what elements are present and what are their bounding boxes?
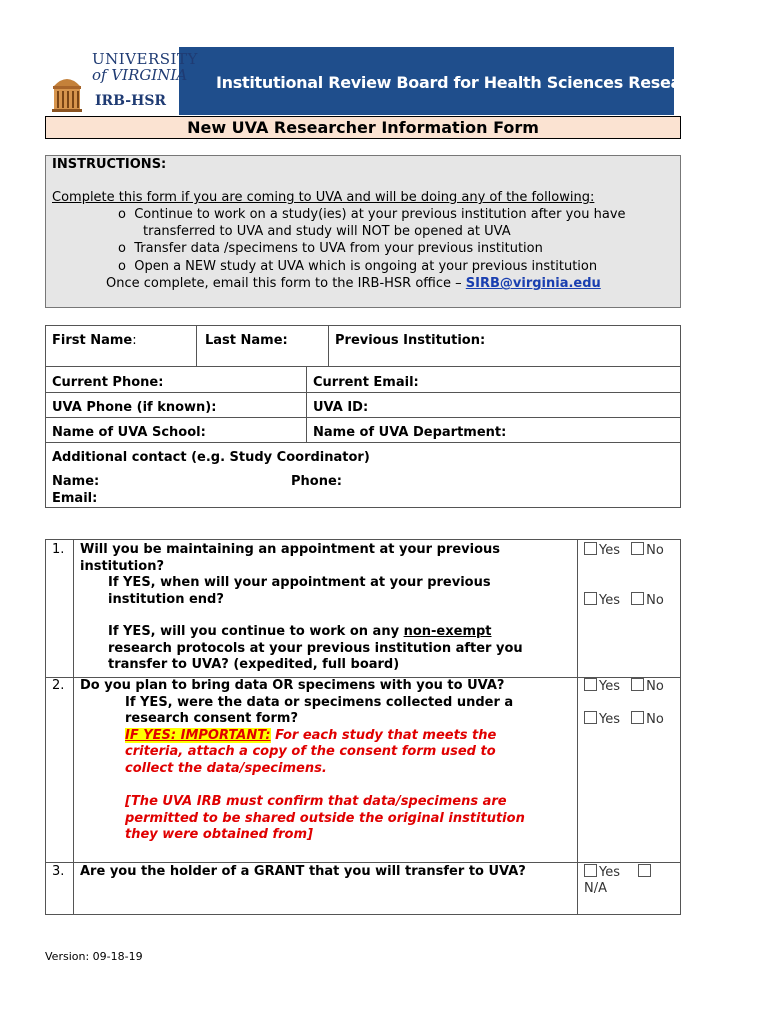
q3-yes-label: Yes [599, 865, 620, 880]
bullet-marker: o [118, 259, 126, 274]
q1-sub1-yes-checkbox[interactable] [584, 592, 597, 605]
q1-no-label: No [646, 543, 664, 558]
contact-grid-column-divider [328, 325, 329, 366]
question-1-sub-1: If YES, when will your appointment at your previous [108, 575, 491, 590]
non-exempt-underlined: non-exempt [403, 624, 492, 639]
current-phone-label[interactable]: Current Phone: [52, 375, 164, 390]
q3-na-checkbox[interactable] [638, 864, 651, 877]
version-label: Version: 09-18-19 [45, 950, 143, 963]
q1-sub1-no-checkbox[interactable] [631, 592, 644, 605]
instruction-bullet-1-continued: transferred to UVA and study will NOT be opened at UVA [143, 224, 511, 239]
additional-contact-email-label[interactable]: Email: [52, 491, 98, 506]
question-1-sub-2-text: If YES, will you continue to work on any [108, 624, 404, 639]
question-3-answer [584, 864, 653, 881]
contact-grid-divider [45, 417, 681, 418]
q1-no-checkbox[interactable] [631, 542, 644, 555]
q1-sub1-yes-label: Yes [599, 593, 620, 608]
bullet-text: Transfer data /specimens to UVA from your previous institution [134, 241, 543, 256]
important-note-continued: criteria, attach a copy of the consent form used to [125, 744, 496, 759]
virginia-wordmark: of VIRGINIA [92, 66, 188, 84]
additional-contact-name-label[interactable]: Name: [52, 474, 100, 489]
form-title: New UVA Researcher Information Form [45, 116, 681, 139]
questions-number-column-divider [73, 539, 74, 915]
contact-grid-divider [45, 366, 681, 367]
question-1-line: Will you be maintaining an appointment at your previous [80, 542, 500, 557]
q2-sub1-no-checkbox[interactable] [631, 711, 644, 724]
question-1-sub-1-answer [584, 592, 664, 609]
q2-no-label: No [646, 679, 664, 694]
contact-grid-column-divider [306, 366, 307, 442]
question-3-number: 3. [52, 864, 65, 879]
question-2-line: Do you plan to bring data OR specimens with you to UVA? [80, 678, 505, 693]
important-note [80, 728, 575, 745]
contact-grid-right-border [680, 325, 681, 508]
irb-confirmation-note-continued: they were obtained from] [125, 827, 313, 842]
question-1-number: 1. [52, 542, 65, 557]
q2-no-checkbox[interactable] [631, 678, 644, 691]
rotunda-logo-icon [50, 70, 84, 112]
questions-table-bottom-border [45, 914, 681, 915]
contact-grid-left-border [45, 325, 46, 508]
instruction-bullet-1 [118, 206, 626, 223]
uva-phone-label[interactable]: UVA Phone (if known): [52, 400, 217, 415]
question-2-answer [584, 678, 664, 695]
important-text: For each study that meets the [270, 727, 497, 743]
first-name-label: First Name [52, 333, 133, 348]
contact-grid-bottom-border [45, 507, 681, 508]
questions-row-divider [45, 862, 681, 863]
q3-yes-checkbox[interactable] [584, 864, 597, 877]
question-1-sub-2-continued: research protocols at your previous institution after you [108, 640, 523, 656]
questions-answer-column-divider [577, 539, 578, 915]
q1-yes-checkbox[interactable] [584, 542, 597, 555]
uva-department-label[interactable]: Name of UVA Department: [313, 425, 507, 440]
question-2-text [80, 678, 575, 844]
q2-sub1-yes-label: Yes [599, 712, 620, 727]
question-1-sub-2-continued: transfer to UVA? (expedited, full board) [108, 657, 400, 672]
question-2-sub-1-continued: research consent form? [125, 711, 298, 726]
contact-grid-column-divider [196, 325, 197, 366]
irb-email-link[interactable]: SIRB@virginia.edu [465, 276, 601, 291]
irb-hsr-wordmark: IRB-HSR [95, 93, 167, 109]
questions-table-top-border [45, 539, 681, 540]
instruction-bullet-3 [118, 258, 597, 275]
question-2-number: 2. [52, 678, 65, 693]
question-2-sub-1: If YES, were the data or specimens collected under a [125, 694, 514, 710]
outro-text: Once complete, email this form to the IRB-HSR office – [106, 276, 462, 291]
irb-confirmation-note: [The UVA IRB must confirm that data/specimens are [125, 794, 507, 809]
additional-contact-heading: Additional contact (e.g. Study Coordinator) [52, 450, 370, 465]
bullet-text: Continue to work on a study(ies) at your previous institution after you have [134, 207, 626, 222]
first-name-colon: : [132, 333, 137, 348]
question-1-line: institution? [80, 558, 164, 574]
last-name-label[interactable]: Last Name: [205, 333, 288, 348]
contact-grid-top-border [45, 325, 681, 326]
university-wordmark: UNIVERSITY [92, 50, 198, 68]
q2-sub1-no-label: No [646, 712, 664, 727]
question-1-sub-2 [80, 624, 575, 641]
contact-grid-divider [45, 442, 681, 443]
important-label: IF YES: IMPORTANT: [125, 727, 271, 743]
contact-grid-divider [45, 392, 681, 393]
bullet-marker: o [118, 207, 126, 222]
q2-yes-checkbox[interactable] [584, 678, 597, 691]
uva-school-label[interactable]: Name of UVA School: [52, 425, 206, 440]
banner-title: Institutional Review Board for Health Sciences Research [216, 73, 709, 92]
current-email-label[interactable]: Current Email: [313, 375, 419, 390]
questions-table-right-border [680, 539, 681, 915]
questions-table-left-border [45, 539, 46, 915]
previous-institution-label[interactable]: Previous Institution: [335, 333, 486, 348]
irb-confirmation-note-continued: permitted to be shared outside the original institution [125, 810, 525, 826]
question-1-text [80, 542, 575, 674]
instructions-heading: INSTRUCTIONS: [52, 157, 167, 172]
uva-id-label[interactable]: UVA ID: [313, 400, 369, 415]
q3-na-label: N/A [584, 881, 607, 896]
q2-sub1-yes-checkbox[interactable] [584, 711, 597, 724]
question-3-text: Are you the holder of a GRANT that you will transfer to UVA? [80, 864, 526, 879]
instruction-bullet-2 [118, 240, 543, 257]
q1-yes-label: Yes [599, 543, 620, 558]
q1-sub1-no-label: No [646, 593, 664, 608]
instructions-intro: Complete this form if you are coming to UVA and will be doing any of the following: [52, 190, 595, 205]
q2-yes-label: Yes [599, 679, 620, 694]
question-1-sub-1-continued: institution end? [108, 591, 224, 607]
first-name-field[interactable] [52, 333, 137, 349]
important-note-continued: collect the data/specimens. [125, 760, 327, 776]
question-2-sub-1-answer [584, 711, 664, 728]
instructions-outro [106, 276, 601, 291]
additional-contact-phone-label[interactable]: Phone: [291, 474, 342, 489]
bullet-text: Open a NEW study at UVA which is ongoing at your previous institution [134, 259, 598, 274]
bullet-marker: o [118, 241, 126, 256]
question-1-answer [584, 542, 664, 559]
